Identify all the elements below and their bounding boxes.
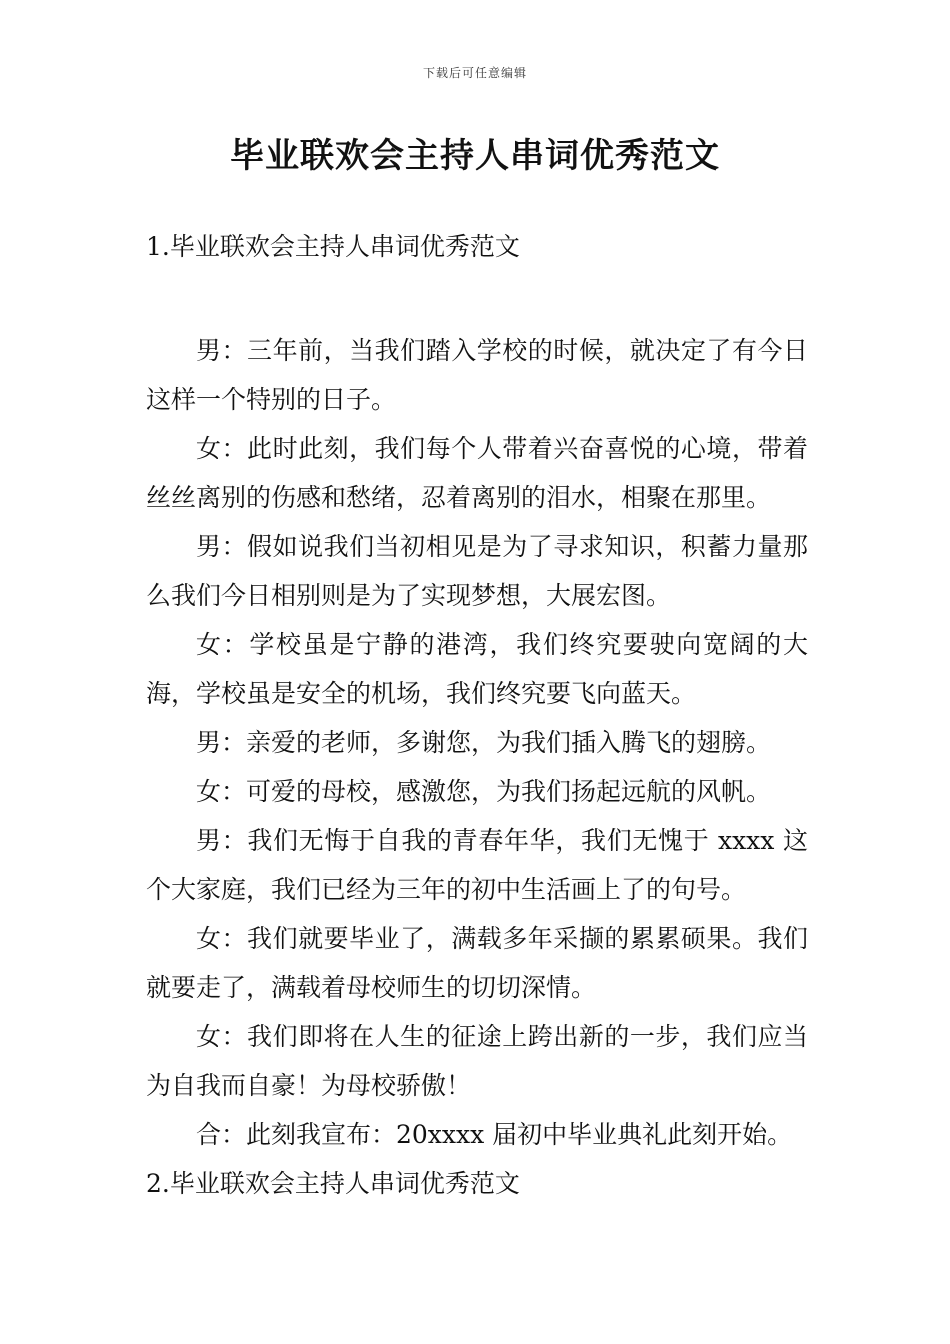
paragraph: 男：亲爱的老师，多谢您，为我们插入腾飞的翅膀。 [196,728,772,757]
section-heading: 2.毕业联欢会主持人串词优秀范文 [146,1169,520,1198]
paragraph: 女：我们就要毕业了，满载多年采撷的累累硕果。我们就要走了，满载着母校师生的切切深情。 [146,924,808,1002]
paragraph: 女：我们即将在人生的征途上跨出新的一步，我们应当为自我而自豪！为母校骄傲！ [146,1022,808,1100]
section-heading: 1.毕业联欢会主持人串词优秀范文 [146,232,520,261]
paragraph: 男：三年前，当我们踏入学校的时候，就决定了有今日这样一个特别的日子。 [146,336,808,414]
header-note: 下载后可任意编辑 [422,66,527,80]
paragraph: 女：学校虽是宁静的港湾，我们终究要驶向宽阔的大海，学校虽是安全的机场，我们终究要飞向蓝天。 [146,630,808,708]
paragraph: 男：假如说我们当初相见是为了寻求知识，积蓄力量那么我们今日相别则是为了实现梦想，大展宏图。 [146,532,808,610]
paragraph: 男：我们无悔于自我的青春年华，我们无愧于 xxxx 这个大家庭，我们已经为三年的初中生活画上了的句号。 [146,826,808,904]
paragraph: 女：可爱的母校，感激您，为我们扬起远航的风帆。 [196,777,772,806]
document-title: 毕业联欢会主持人串词优秀范文 [230,136,720,176]
paragraph: 女：此时此刻，我们每个人带着兴奋喜悦的心境，带着丝丝离别的伤感和愁绪，忍着离别的泪水，相聚在那里。 [146,434,808,512]
paragraph: 合：此刻我宣布：20xxxx 届初中毕业典礼此刻开始。 [196,1120,793,1149]
document-body [146,222,808,1208]
